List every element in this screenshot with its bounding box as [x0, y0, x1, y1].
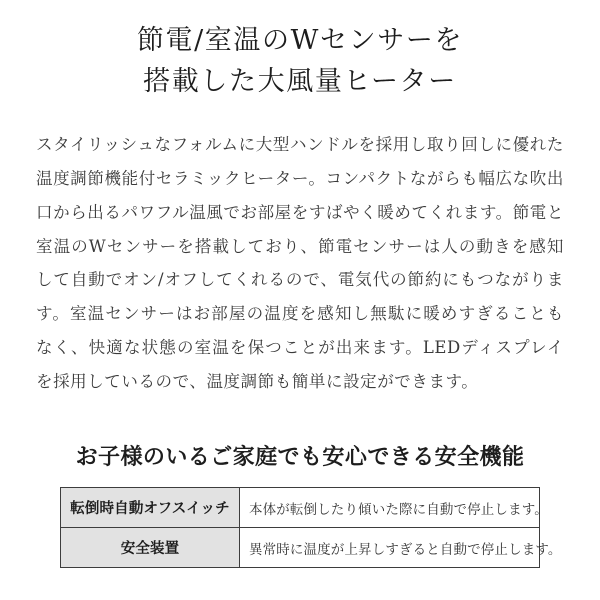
safety-feature-description: 本体が転倒したり傾いた際に自動で停止します。 — [240, 488, 540, 528]
safety-feature-term: 転倒時自動オフスイッチ — [61, 488, 240, 528]
safety-section-heading: お子様のいるご家庭でも安心できる安全機能 — [75, 444, 525, 469]
safety-features-table — [60, 487, 562, 568]
safety-feature-term: 安全装置 — [61, 528, 240, 568]
table-row — [61, 528, 540, 568]
safety-feature-description: 異常時に温度が上昇しすぎると自動で停止します。 — [240, 528, 540, 568]
page-title-line-2: 搭載した大風量ヒーター — [143, 66, 457, 98]
product-description-text: スタイリッシュなフォルムに大型ハンドルを採用し取り回しに優れた温度調節機能付セラミックヒーター。コンパクトながらも幅広な吹出口から出るパワフル温風でお部屋をすばやく暖めてくれます。節電と室温のWセンサーを搭載しており、節電センサーは人の動きを感知して自動でオン/オフしてくれるので、電気代の節約にもつながります。室温センサーはお部屋の温度を感知し無駄に暖めすぎることもなく、快適な状態の室温を保つことが出来ます。LEDディスプレイを採用しているので、温度調節も簡単に設定ができます。 — [36, 135, 564, 391]
page-title — [34, 20, 566, 102]
table-row — [61, 488, 540, 528]
page-title-line-1: 節電/室温のWセンサーを — [136, 25, 464, 56]
